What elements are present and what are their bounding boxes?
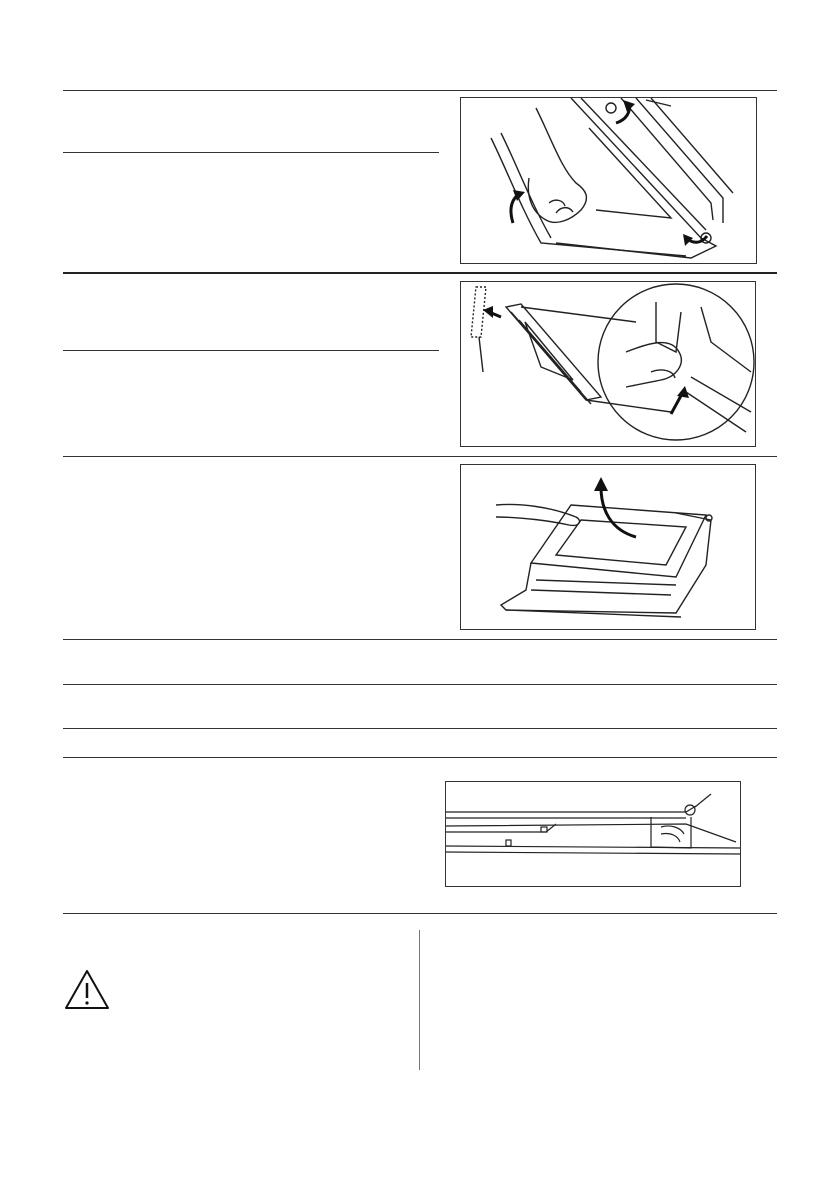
section-divider bbox=[63, 757, 777, 758]
sub-divider bbox=[63, 152, 439, 153]
warning-triangle-icon bbox=[64, 968, 110, 1010]
section-divider bbox=[63, 684, 777, 685]
glass-panel-lift-illustration bbox=[460, 464, 756, 630]
section-divider bbox=[63, 90, 777, 91]
door-lift-illustration bbox=[460, 97, 757, 264]
section-divider bbox=[63, 728, 777, 729]
section-divider bbox=[63, 913, 777, 914]
section-divider bbox=[63, 456, 777, 457]
door-trim-removal-illustration bbox=[460, 281, 756, 447]
section-divider bbox=[63, 272, 777, 274]
sub-divider bbox=[63, 350, 439, 351]
column-divider bbox=[419, 930, 420, 1070]
hinge-detail-illustration bbox=[445, 781, 741, 887]
section-divider bbox=[63, 639, 777, 640]
